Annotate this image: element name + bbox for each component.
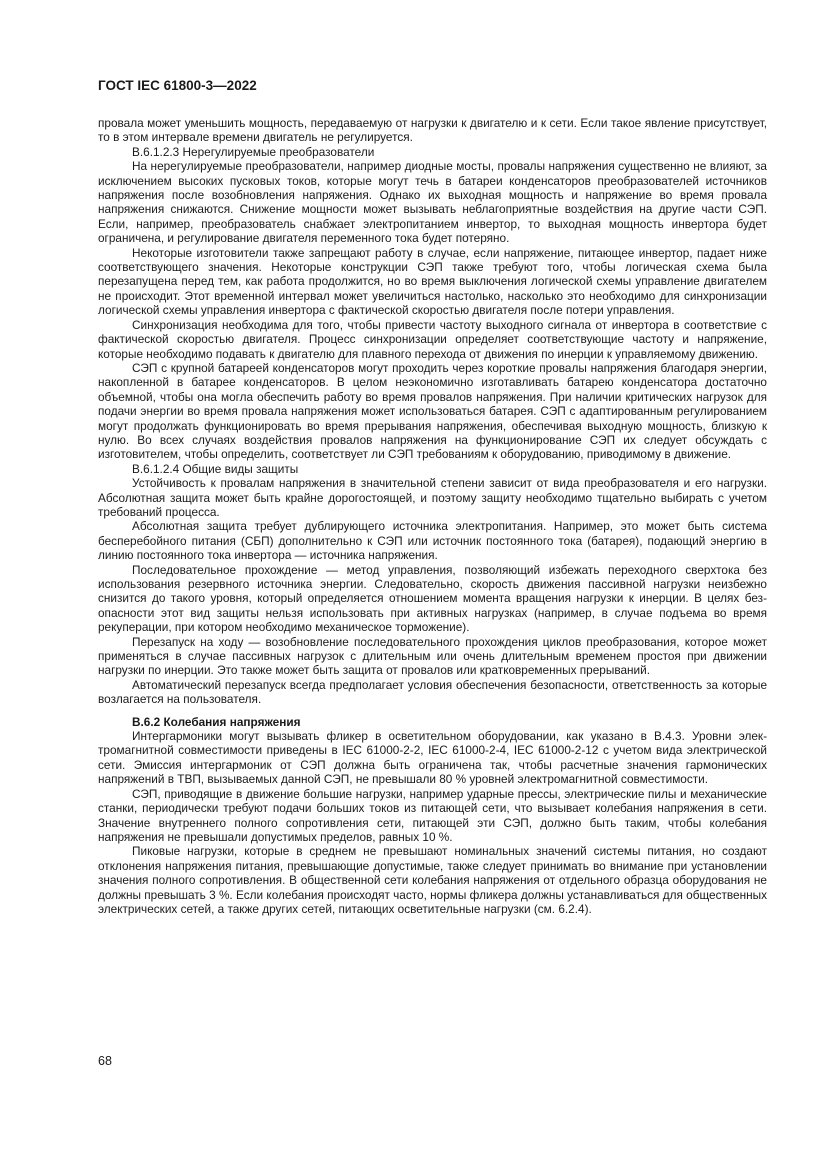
paragraph: Устойчивость к провалам напряжения в значительной степени зависит от вида преобразователя и его нагрузки. Абсолютная защита может быть крайне дорогостоящей, и поэтому защиту необходимо тщательно выбирать с учетом требований процесса. xyxy=(98,476,767,519)
subsection-heading: В.6.1.2.4 Общие виды защиты xyxy=(132,461,299,476)
paragraph: Абсолютная защита требует дублирующего источника электропитания. Например, это может быть система бесперебойного питания (СБП) дополнительно к СЭП или источник постоянного тока (батарея), подающий энергию в линию постоянного тока инвертора — источника напряжения. xyxy=(98,519,767,563)
subsection-heading: В.6.1.2.3 Нерегулируемые преобразователи xyxy=(132,144,375,159)
paragraph: Последовательное прохождение — метод управления, позволяющий избежать переходного сверхтока без использования резервного источника энергии. Следовательно, скорость движения пассивной нагрузки неизбежно снизится до такого уровня, который определяется отношением момента вращения нагрузки к инерции. В целях безопасности этот вид защиты нельзя использовать при активных нагрузках (например, в случае подъема во время рекуперации, при котором необходимо механическое торможение). xyxy=(98,562,767,635)
page-header-doc-id: ГОСТ IEC 61800-3—2022 xyxy=(98,78,257,93)
paragraph: Синхронизация необходима для того, чтобы привести частоту выходного сигнала от инвертора в соответствие с фактической скоростью двигателя. Процесс синхронизации определяет соответствующие частоту и напряжение, которые необходимо подавать к двигателю для плавного перехода от движения по инерции к управляемому движению. xyxy=(98,317,767,361)
paragraph: Перезапуск на ходу — возобновление последовательного прохождения циклов преобразования, которое может применяться в случае пассивных нагрузок с длительным или очень длительным временем простоя при движении нагрузки по инерции. Это также может быть защита от провалов или кратковременных прерываний. xyxy=(98,634,767,678)
paragraph: СЭП с крупной батареей конденсаторов могут проходить через короткие провалы напряжения благодаря энергии, накопленной в батарее конденсаторов. В целом неэкономично изготавливать батарею конденсатора достаточно объемной, чтобы она могла обеспечить работу во время провалов напряжения. При наличии критических нагрузок для подачи энергии во время провала напряжения может использоваться батарея. СЭП с адаптированным регулированием могут продолжать функционировать во время прерывания напряжения, обеспечивая выходную мощность, близкую к нулю. Во всех случаях воздействия провалов напряжения на функционирование СЭП их следует обсуждать с изготовителем, чтобы определить, соответствует ли СЭП требованиям к оборудованию, приводимому в движение. xyxy=(98,360,767,462)
paragraph: СЭП, приводящие в движение большие нагрузки, например ударные прессы, электрические пилы и механические станки, периодически требуют подачи больших токов из питающей сети, что вызывает колебания напряжения в сети. Значение внутреннего полного сопротивления сети, питающей эти СЭП, должно быть таким, чтобы колебания напряжения не превышали допустимых пределов, равных 10 %. xyxy=(98,786,767,844)
page-body xyxy=(98,116,767,916)
paragraph: провала может уменьшить мощность, передаваемую от нагрузки к двигателю и к сети. Если такое явление присутствует, то в этом интервале времени двигатель не регулируется. xyxy=(98,116,767,145)
paragraph: На нерегулируемые преобразователи, например диодные мосты, провалы напряжения существенно не влияют, за исключением высоких пусковых токов, которые могут течь в батареи конденсаторов преобразователей источников напряжения после возобновления напряжения. Однако их выходная мощность и напряжение во время провала напряжения снижаются. Снижение мощности может вызывать неблагоприятные воздействия на другие части СЭП. Если, например, преобразователь снабжает электропитанием инвертор, то выходная мощность инвертора будет ограничена, и регулирование двигателя переменного тока будет потеряно. xyxy=(98,159,767,246)
paragraph: Некоторые изготовители также запрещают работу в случае, если напряжение, питающее инвертор, падает ниже соответствующего значения. Некоторые конструкции СЭП также требуют того, чтобы логическая схема была перезапущена перед тем, как работа продолжится, но во время выключения логической схемы управление двигателем не происходит. Этот временной интервал может увеличиться настолько, насколько это необходимо для синхронизации логической схемы управления инвертора с фактической скоростью двигателя после потери управления. xyxy=(98,245,767,318)
paragraph: Пиковые нагрузки, которые в среднем не превышают номинальных значений системы питания, но создают отклонения напряжения питания, превышающие допустимые, также следует принимать во внимание при установлении значения полного сопротивления. В общественной сети колебания напряжения от отдельного образца оборудования не должны превышать 3 %. Если колебания происходят часто, нормы фликера должны устанавливаться для общественных электрических сетей, а также других сетей, питающих осветительные нагрузки (см. 6.2.4). xyxy=(98,844,767,916)
page-number: 68 xyxy=(98,1054,112,1068)
paragraph: Интергармоники могут вызывать фликер в осветительном оборудовании, как указано в В.4.3. Уровни электромагнитной совместимости приведены в IEC 61000-2-2, IEC 61000-2-4, IEC 61000-2-12 с учетом вида электрической сети. Эмиссия интергармоник от СЭП должна быть ограничена так, чтобы расчетные значения гармонических напряжений в ТВП, вызываемых данной СЭП, не превышали 80 % уровней электромагнитной совместимости. xyxy=(98,729,767,787)
paragraph: Автоматический перезапуск всегда предполагает условия обеспечения безопасности, ответственность за которые возлагается на пользователя. xyxy=(98,677,767,707)
section-heading: В.6.2 Колебания напряжения xyxy=(132,714,301,729)
